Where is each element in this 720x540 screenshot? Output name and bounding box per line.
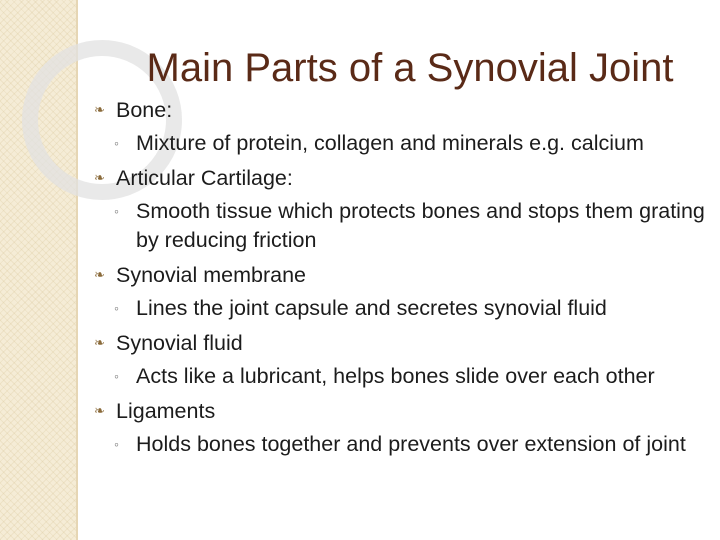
feather-leaf-icon: ❧ (94, 170, 105, 185)
slide-title: Main Parts of a Synovial Joint (146, 46, 674, 90)
hollow-circle-icon: ◦ (114, 203, 119, 219)
hollow-circle-icon: ◦ (114, 300, 119, 316)
bullet-heading: Bone: (116, 98, 173, 122)
bullet-detail: Acts like a lubricant, helps bones slide over each other (136, 364, 655, 388)
bullet-item-synovial-fluid (92, 328, 710, 362)
bullet-detail: Lines the joint capsule and secretes synovial fluid (136, 296, 607, 320)
sub-bullet-item (92, 197, 710, 255)
bullet-heading: Synovial membrane (116, 263, 307, 287)
hollow-circle-icon: ◦ (114, 436, 119, 452)
sub-bullet-item (92, 430, 710, 459)
bullet-item-synovial-membrane (92, 260, 710, 294)
sub-bullet-item (92, 294, 710, 323)
feather-leaf-icon: ❧ (94, 335, 105, 350)
bullet-heading: Synovial fluid (116, 331, 243, 355)
bullet-item-ligaments (92, 396, 710, 430)
bullet-list (92, 95, 710, 464)
feather-leaf-icon: ❧ (94, 102, 105, 117)
bullet-detail: Smooth tissue which protects bones and stops them grating by reducing friction (136, 199, 705, 252)
bullet-detail: Mixture of protein, collagen and minerals e.g. calcium (136, 131, 644, 155)
bullet-heading: Ligaments (116, 399, 216, 423)
bullet-detail: Holds bones together and prevents over extension of joint (136, 432, 686, 456)
bullet-item-articular-cartilage (92, 163, 710, 197)
feather-leaf-icon: ❧ (94, 403, 105, 418)
bullet-heading: Articular Cartilage: (116, 166, 293, 190)
hollow-circle-icon: ◦ (114, 135, 119, 151)
sub-bullet-item (92, 362, 710, 391)
hollow-circle-icon: ◦ (114, 368, 119, 384)
sub-bullet-item (92, 129, 710, 158)
feather-leaf-icon: ❧ (94, 267, 105, 282)
bullet-item-bone (92, 95, 710, 129)
